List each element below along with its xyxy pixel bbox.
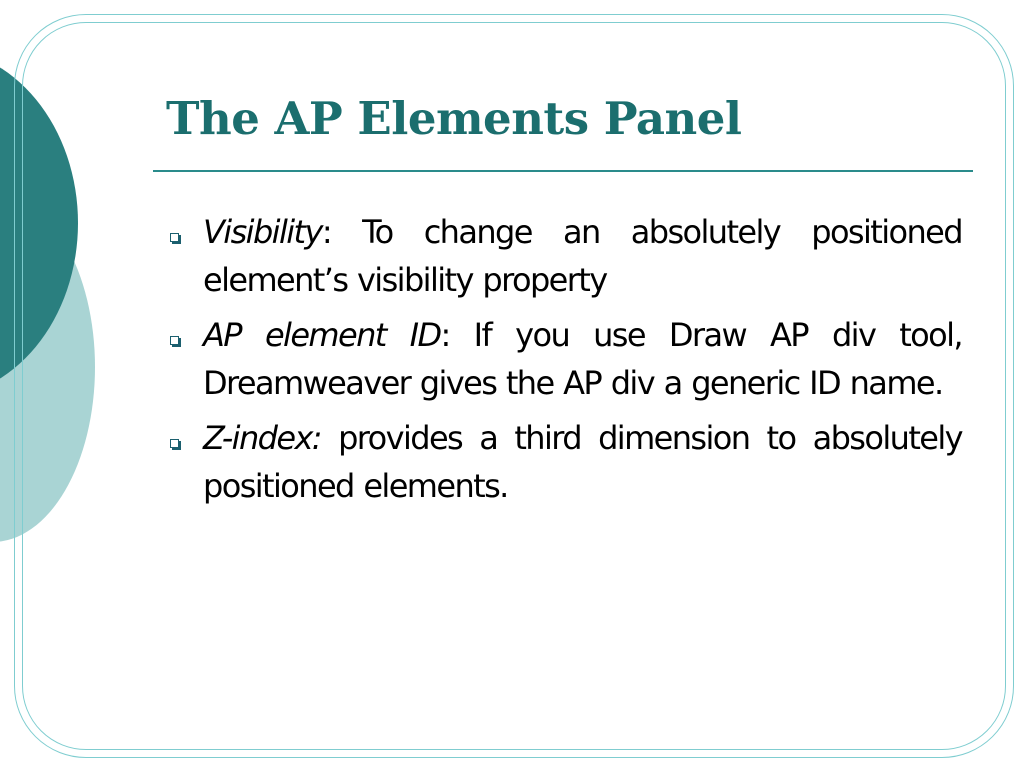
bullet-term: AP element ID bbox=[203, 316, 441, 354]
bullet-separator: : bbox=[440, 316, 450, 354]
hollow-square-bullet-icon bbox=[170, 233, 179, 242]
bullet-text: If you use Draw AP div tool, Dreamweaver gives the AP div a generic ID name. bbox=[203, 316, 962, 402]
slide-title: The AP Elements Panel bbox=[166, 92, 742, 145]
bullet-term: Visibility bbox=[203, 213, 322, 251]
bullet-separator: : bbox=[321, 213, 332, 251]
bullet-z-index bbox=[166, 414, 962, 510]
title-underline bbox=[153, 170, 973, 172]
bullet-text: provides a third dimension to absolutely positioned elements. bbox=[203, 419, 962, 505]
bullet-ap-element-id bbox=[166, 311, 962, 407]
hollow-square-bullet-icon bbox=[170, 336, 179, 345]
bullet-term: Z-index: bbox=[203, 419, 321, 457]
bullet-list bbox=[166, 208, 962, 517]
bullet-visibility bbox=[166, 208, 962, 304]
bullet-text: To change an absolutely positioned element’s visibility property bbox=[203, 213, 962, 299]
hollow-square-bullet-icon bbox=[170, 439, 179, 448]
